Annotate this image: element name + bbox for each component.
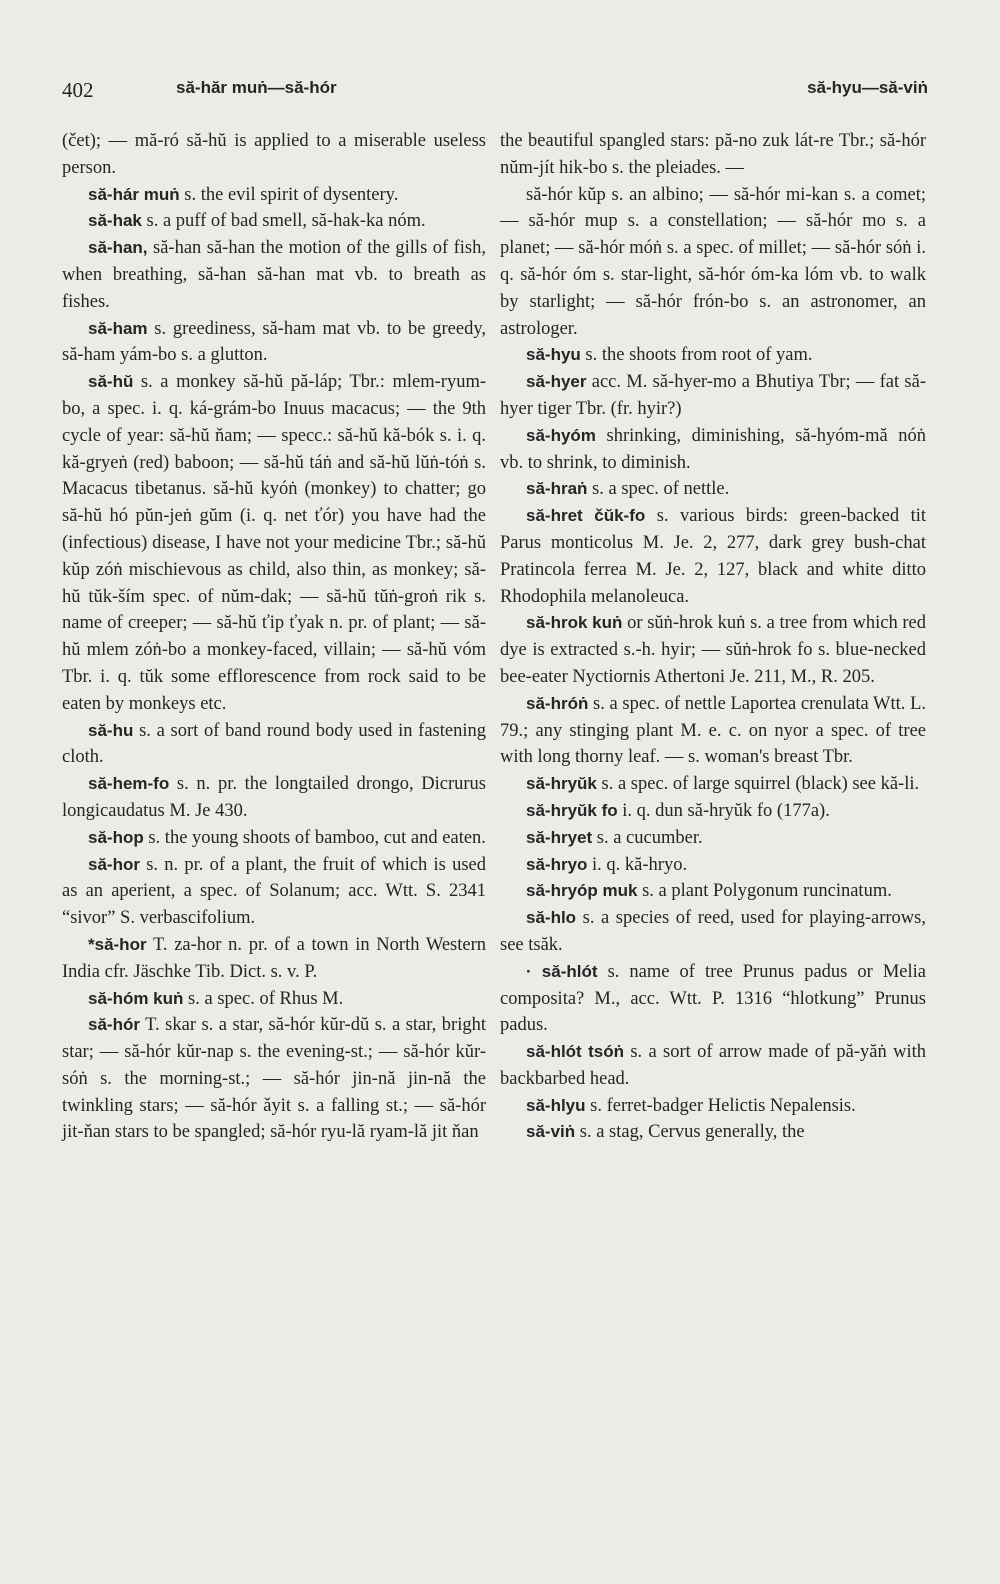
entry-headword: să-hyer — [526, 372, 587, 392]
entry-headword: să-hryet — [526, 827, 593, 847]
entry-headword: să-hak — [88, 211, 142, 231]
entry-definition: i. q. dun să-hryŭk fo (177a). — [617, 800, 830, 821]
entry-definition: s. a sort of arrow made of pă-yăṅ with backbarbed head. — [500, 1042, 931, 1089]
entry-definition: s. n. pr. the longtailed drongo, Dicrurus longicaudatus M. Je 430. — [62, 774, 491, 821]
entry-definition: i. q. kă-hryo. — [587, 854, 688, 875]
entry-headword: să-ham — [88, 318, 148, 338]
dictionary-entry — [500, 423, 931, 477]
entry-definition: acc. M. să-hyer-mo a Bhutiya Tbr; — fat să-hyer tiger Tbr. (fr. hyir?) — [500, 372, 926, 419]
entry-headword: să-hor — [88, 854, 140, 874]
entry-headword: să-hróṅ — [526, 693, 589, 713]
entry-headword: să-hem-fo — [88, 774, 170, 794]
entry-definition: s. a spec. of large squirrel (black) see kă-li. — [596, 774, 920, 795]
entry-headword: să-hór — [88, 1015, 140, 1035]
entry-definition: (čet); — mă-ró să-hŭ is applied to a miserable useless person. — [62, 131, 491, 178]
left-column — [62, 128, 491, 1146]
running-header — [62, 78, 928, 108]
dictionary-entry — [500, 1039, 931, 1093]
dictionary-entry — [500, 182, 931, 343]
entry-headword: să-hlót tsóṅ — [526, 1042, 625, 1062]
entry-definition: s. a spec. of nettle. — [587, 479, 730, 500]
entry-definition: să-han să-han the motion of the gills of fish, when breathing, să-han să-han mat vb. to breath as fishes. — [62, 238, 491, 312]
entry-headword: să-hyóm — [526, 425, 596, 445]
entry-headword: *să-hor — [88, 934, 147, 954]
entry-headword: să-viṅ — [526, 1122, 576, 1142]
entry-headword: să-hop — [88, 827, 144, 847]
entry-headword: să-hu — [88, 720, 134, 740]
right-column — [500, 128, 931, 1146]
entry-headword: să-hryŭk fo — [526, 800, 618, 820]
entry-headword: să-hár muṅ — [88, 184, 180, 204]
entry-definition: T. za-hor n. pr. of a town in North Western India cfr. Jäschke Tib. Dict. s. v. P. — [62, 934, 491, 982]
dictionary-entry — [500, 476, 926, 503]
entry-definition: shrinking, diminishing, să-hyóm-mă nóṅ vb. to shrink, to diminish. — [500, 425, 931, 473]
entry-headword: să-hyu — [526, 345, 581, 365]
dictionary-entry — [62, 208, 486, 235]
entry-headword: să-hlo — [526, 908, 577, 928]
entry-headword: să-han, — [88, 238, 148, 258]
dictionary-entry — [500, 342, 926, 369]
entry-definition: s. greediness, să-ham mat vb. to be greedy, să-ham yám-bo s. a glutton. — [62, 318, 491, 366]
entry-headword: să-hryóp muk — [526, 881, 638, 901]
entry-headword: să-hlyu — [526, 1095, 586, 1115]
entry-headword: să-hryo — [526, 854, 588, 874]
page-number: 402 — [62, 78, 94, 102]
dictionary-entry — [62, 825, 486, 852]
dictionary-entry — [500, 1119, 926, 1146]
dictionary-entry — [500, 852, 926, 879]
entry-definition: s. a puff of bad smell, să-hak-ka nóm. — [141, 211, 426, 232]
dictionary-entry — [500, 128, 931, 182]
dictionary-entry — [62, 718, 491, 772]
dictionary-entry — [500, 878, 926, 905]
entry-definition: s. a sort of band round body used in fastening cloth. — [62, 720, 491, 768]
entry-definition: or sŭṅ-hrok kuṅ s. a tree from which red dye is extracted s.-h. hyir; — sŭṅ-hrok fo s. blue-necked bee-eater Nyctiornis Athertoni Je. 211, M., R. 205. — [500, 613, 931, 687]
dictionary-entry — [62, 986, 486, 1013]
left-guide-word: să-hăr muṅ—să-hór — [176, 78, 337, 97]
dictionary-entry — [62, 1012, 491, 1146]
entry-definition: s. a monkey să-hŭ pă-láp; Tbr.: mlem-ryum-bo, a spec. i. q. ká-grám-bo Inuus macacus; — the 9th cycle of year: să-hŭ ňam; — specc.: să-hŭ kă-bók s. i. q. kă-gryeṅ (red) baboon; — să-hŭ táṅ and să-hŭ lŭṅ-tóṅ s. Macacus tibetanus. să-hŭ kyóṅ (monkey) to chatter; go să-hŭ hó pŭn-jeṅ gŭm (i. q. net ťór) you have had the (infectious) disease, I have not your medicine Tbr.; să-hŭ kŭp zóṅ mischievous as child, also thin, as monkey; să-hŭ tŭk-ším spec. of nŭm-dak; — să-hŭ tŭṅ-groṅ rik s. name of creeper; — să-hŭ ťip ťyak n. pr. of plant; — să-hŭ mlem zóṅ-bo a monkey-faced, villain; — să-hŭ vóm Tbr. i. q. tŭk some efflorescence from rock said to be eaten by monkeys etc. — [62, 372, 491, 714]
entry-headword: să-hraṅ — [526, 479, 588, 499]
entry-headword: să-hryŭk — [526, 774, 597, 794]
dictionary-entry — [62, 128, 491, 182]
dictionary-entry — [62, 316, 491, 370]
entry-definition: s. name of tree Prunus padus or Melia composita? M., acc. Wtt. P. 1316 “hlotkung” Prunus padus. — [500, 961, 931, 1036]
dictionary-entry — [500, 1093, 926, 1120]
entry-definition: s. ferret-badger Helictis Nepalensis. — [585, 1095, 856, 1116]
entry-definition: s. a plant Polygonum runcinatum. — [637, 881, 892, 902]
dictionary-entry — [62, 235, 491, 315]
dictionary-entry — [62, 182, 486, 209]
entry-definition: s. a spec. of Rhus M. — [183, 988, 344, 1009]
entry-headword: să-hŭ — [88, 372, 134, 392]
dictionary-entry — [62, 932, 491, 986]
dictionary-entry — [62, 369, 491, 717]
dictionary-entry — [500, 798, 926, 825]
dictionary-entry — [500, 691, 931, 771]
entry-definition: s. n. pr. of a plant, the fruit of which is used as an aperient, a spec. of Solanum; acc. Wtt. S. 2341 “sivor” S. verbascifolium. — [62, 854, 491, 929]
entry-definition: the beautiful spangled stars: pă-no zuk lát-re Tbr.; să-hór nŭm-jít hik-bo s. the pleiades. — — [500, 131, 931, 178]
entry-definition: s. various birds: green-backed tit Parus monticolus M. Je. 2, 277, dark grey bush-chat Pratincola ferrea M. Je. 2, 127, black and white ditto Rhodophila melanoleuca. — [500, 506, 931, 607]
entry-definition: s. a cucumber. — [592, 827, 703, 848]
dictionary-entry — [500, 959, 931, 1039]
entry-headword: · să-hlót — [526, 961, 598, 981]
right-guide-word: să-hyu—să-viṅ — [807, 78, 928, 97]
entry-definition: s. a stag, Cervus generally, the — [575, 1122, 805, 1143]
dictionary-entry — [500, 771, 926, 798]
dictionary-entry — [62, 771, 491, 825]
dictionary-entry — [500, 503, 931, 610]
entry-headword: să-hret čŭk-fo — [526, 506, 646, 526]
entry-definition: să-hór kŭp s. an albino; — să-hór mi-kan s. a comet; — să-hór mup s. a constellation; — să-hór mo s. a planet; — să-hór móṅ s. a spec. of millet; — să-hór sóṅ i. q. să-hór óm s. star-light, să-hór óm-ka lóm vb. to walk by starlight; — să-hór frón-bo s. an astronomer, an astrologer. — [500, 184, 931, 339]
entry-headword: să-hóm kuṅ — [88, 988, 184, 1008]
dictionary-entry — [500, 905, 931, 959]
dictionary-entry — [500, 825, 926, 852]
entry-definition: T. skar s. a star, să-hór kŭr-dŭ s. a star, bright star; — să-hór kŭr-nap s. the evening-st.; — să-hór kŭr-sóṅ s. the morning-st.; — să-hór jin-nă jin-nă the twinkling stars; — să-hór ǎyit s. a falling st.; — să-hór jit-ňan stars to be spangled; să-hór ryu-lă ryam-lă jit ňan — [62, 1015, 491, 1143]
entry-headword: să-hrok kuṅ — [526, 613, 623, 633]
entry-definition: s. the young shoots of bamboo, cut and eaten. — [143, 827, 486, 848]
entry-definition: s. a species of reed, used for playing-arrows, see tsăk. — [500, 908, 931, 955]
dictionary-entry — [62, 852, 491, 932]
dictionary-entry — [500, 369, 926, 423]
entry-definition: s. a spec. of nettle Laportea crenulata Wtt. L. 79.; any stinging plant M. e. c. on nyor a spec. of tree with long thorny leaf. — s. woman's breast Tbr. — [500, 693, 931, 768]
dictionary-entry — [500, 610, 931, 690]
entry-definition: s. the evil spirit of dysentery. — [179, 184, 399, 205]
entry-definition: s. the shoots from root of yam. — [580, 345, 813, 366]
